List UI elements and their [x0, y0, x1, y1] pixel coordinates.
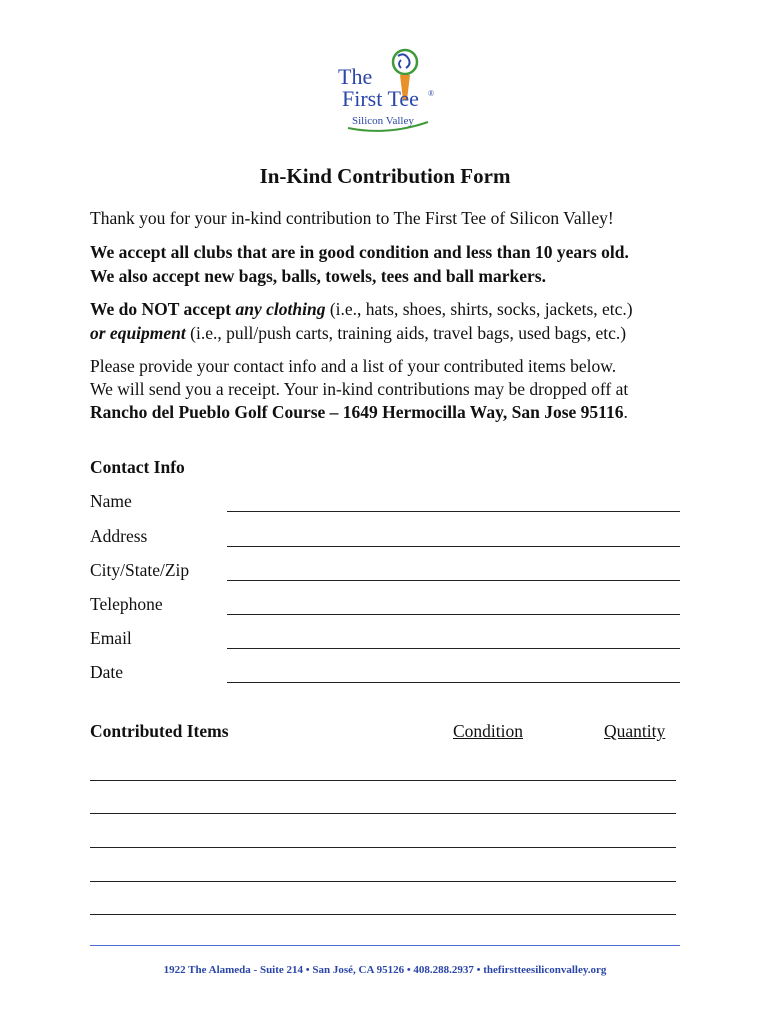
logo-line1: The	[338, 64, 373, 89]
footer-address: 1922 The Alameda - Suite 214 • San José, CA 95126 • 408.288.2937 • thefirstteesiliconvalley.org	[163, 964, 607, 976]
condition-column-header: Condition	[453, 721, 524, 741]
address-label: Address	[90, 526, 148, 546]
not-accept-clothing: any clothing	[235, 299, 326, 319]
email-input-line[interactable]	[227, 648, 680, 649]
item-entry-line[interactable]	[90, 780, 676, 781]
email-label: Email	[90, 628, 132, 648]
city-state-zip-label: City/State/Zip	[90, 560, 190, 580]
not-accept-line-2	[90, 321, 626, 345]
not-accept-lead: We do NOT accept	[90, 299, 236, 319]
name-field[interactable]	[90, 491, 680, 517]
date-input-line[interactable]	[227, 682, 680, 683]
address-input-line[interactable]	[227, 546, 680, 547]
dropoff-location: Rancho del Pueblo Golf Course – 1649 Hermocilla Way, San Jose 95116	[90, 402, 624, 422]
intro-text: Thank you for your in-kind contribution to The First Tee of Silicon Valley!	[90, 208, 614, 228]
city-state-zip-input-line[interactable]	[227, 580, 680, 581]
first-tee-logo	[334, 42, 438, 134]
email-field[interactable]	[90, 628, 680, 654]
telephone-field[interactable]	[90, 594, 680, 620]
item-entry-line[interactable]	[90, 813, 676, 814]
contact-info-heading: Contact Info	[90, 457, 185, 477]
address-field[interactable]	[90, 526, 680, 552]
quantity-column-header: Quantity	[604, 721, 666, 741]
not-accept-equipment: or equipment	[90, 323, 186, 343]
logo-registered-mark: ®	[428, 89, 435, 98]
date-field[interactable]	[90, 662, 680, 688]
item-entry-line[interactable]	[90, 847, 676, 848]
contributed-items-heading: Contributed Items	[90, 721, 229, 741]
footer-divider	[90, 945, 680, 946]
logo-subtitle: Silicon Valley	[352, 115, 414, 127]
form-title: In-Kind Contribution Form	[259, 164, 511, 188]
instructions-line-1: Please provide your contact info and a list of your contributed items below.	[90, 356, 617, 376]
accept-line-2: We also accept new bags, balls, towels, tees and ball markers.	[90, 266, 546, 286]
telephone-input-line[interactable]	[227, 614, 680, 615]
item-entry-line[interactable]	[90, 914, 676, 915]
date-label: Date	[90, 662, 124, 682]
instructions-line-3	[90, 400, 628, 424]
logo-line2: First Tee	[342, 86, 419, 111]
telephone-label: Telephone	[90, 594, 163, 614]
item-entry-line[interactable]	[90, 881, 676, 882]
name-input-line[interactable]	[227, 511, 680, 512]
not-accept-clothing-examples: (i.e., hats, shoes, shirts, socks, jackets, etc.)	[325, 299, 633, 319]
name-label: Name	[90, 491, 132, 511]
not-accept-equipment-examples: (i.e., pull/push carts, training aids, travel bags, used bags, etc.)	[185, 323, 627, 343]
city-state-zip-field[interactable]	[90, 560, 680, 586]
location-period: .	[623, 402, 628, 422]
not-accept-line-1	[90, 297, 633, 321]
accept-line-1: We accept all clubs that are in good condition and less than 10 years old.	[90, 242, 629, 262]
instructions-line-2: We will send you a receipt. Your in-kind contributions may be dropped off at	[90, 379, 629, 399]
